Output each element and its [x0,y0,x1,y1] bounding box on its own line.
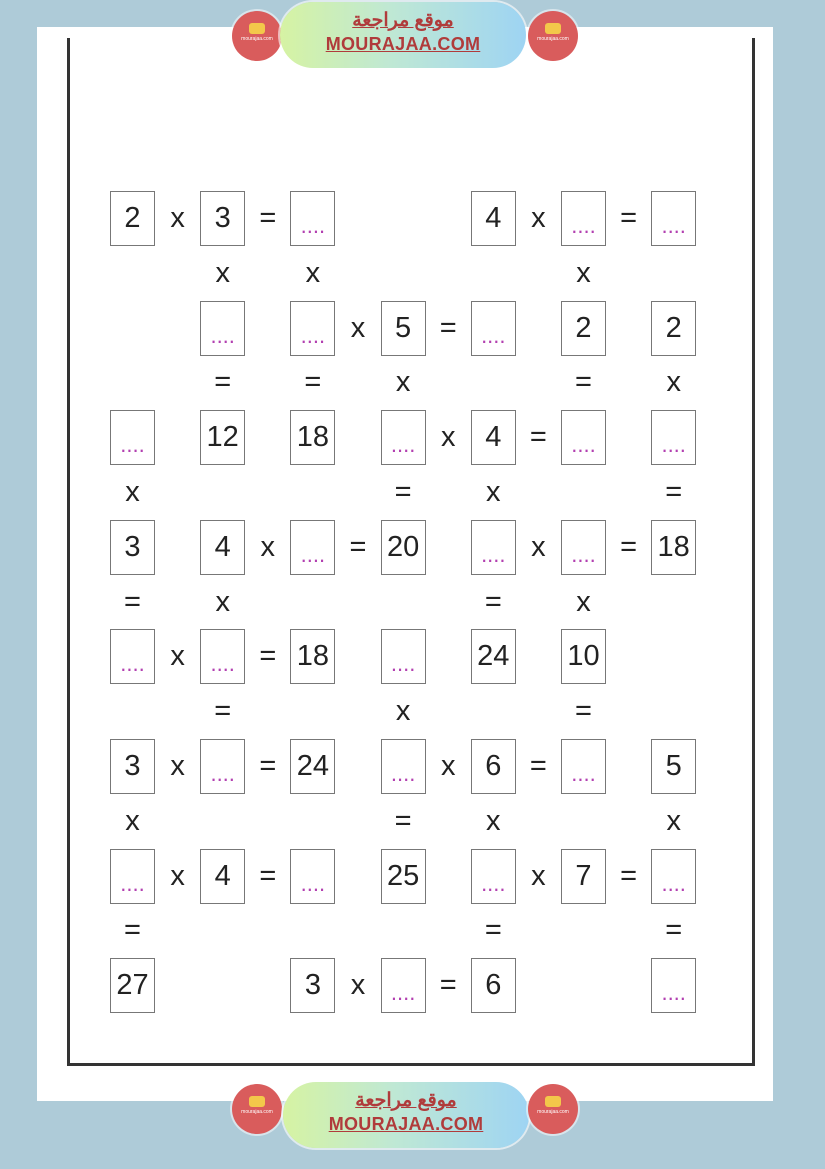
equals-sign: = [665,914,683,947]
equals-sign: = [529,750,547,782]
equals-sign: = [439,969,457,1002]
number-cell: 4 [471,410,516,465]
multiply-sign: x [260,530,276,563]
number-cell: 25 [381,849,426,904]
multiply-sign: x [305,256,321,289]
number-cell: 3 [110,739,155,794]
answer-blank[interactable]: .... [381,629,426,684]
number-cell: 24 [290,739,335,794]
banner-domain-text: MOURAJAA.COM [325,34,481,54]
number-cell: 3 [290,958,335,1013]
number-cell: 6 [471,739,516,794]
answer-blank[interactable]: .... [200,629,245,684]
equals-sign: = [349,530,367,563]
multiply-sign: x [170,640,185,673]
banner-domain-text: MOURAJAA.COM [328,1114,484,1134]
logo-text: mourajaa.com [241,1109,273,1115]
banner-arabic-text: موقع مراجعة [355,1090,457,1111]
multiply-sign: x [666,804,681,837]
answer-blank[interactable]: .... [381,739,426,794]
number-cell: 27 [110,958,155,1013]
equals-sign: = [124,585,141,618]
multiply-sign: x [350,311,366,344]
equals-sign: = [259,202,277,234]
equals-sign: = [665,476,683,508]
multiply-sign: x [576,585,591,618]
equals-sign: = [620,859,638,892]
answer-blank[interactable]: .... [651,958,696,1013]
number-cell: 2 [651,301,696,356]
answer-blank[interactable]: .... [561,191,606,246]
number-cell: 12 [200,410,245,465]
equals-sign: = [575,695,592,728]
multiply-sign: x [666,366,681,399]
equals-sign: = [620,530,638,563]
multiply-sign: x [125,476,140,508]
answer-blank[interactable]: .... [651,191,696,246]
number-cell: 20 [381,520,426,575]
equals-sign: = [259,859,277,892]
multiply-sign: x [350,969,366,1002]
equals-sign: = [575,366,592,399]
multiply-sign: x [531,859,546,892]
answer-blank[interactable]: .... [471,849,516,904]
number-cell: 10 [561,629,606,684]
answer-blank[interactable]: .... [381,410,426,465]
multiply-sign: x [531,202,546,234]
answer-blank[interactable]: .... [290,849,335,904]
multiply-sign: x [215,256,230,289]
multiply-sign: x [395,366,411,399]
multiply-sign: x [576,256,591,289]
answer-blank[interactable]: .... [200,301,245,356]
multiply-sign: x [440,750,456,782]
multiply-sign: x [440,421,456,454]
number-cell: 18 [290,410,335,465]
logo-text: mourajaa.com [537,36,569,42]
number-cell: 5 [651,739,696,794]
number-cell: 18 [651,520,696,575]
multiply-sign: x [486,804,501,837]
logo-text: mourajaa.com [537,1109,569,1115]
multiply-sign: x [215,585,230,618]
answer-blank[interactable]: .... [110,629,155,684]
equals-sign: = [394,476,412,508]
answer-blank[interactable]: .... [290,301,335,356]
equals-sign: = [439,311,457,344]
number-cell: 4 [200,849,245,904]
equals-sign: = [484,914,502,947]
number-cell: 7 [561,849,606,904]
answer-blank[interactable]: .... [200,739,245,794]
equals-sign: = [214,695,232,728]
equals-sign: = [259,640,277,673]
answer-blank[interactable]: .... [110,849,155,904]
equals-sign: = [124,914,141,947]
multiply-sign: x [170,202,185,234]
equals-sign: = [529,421,547,454]
equals-sign: = [394,804,412,837]
number-cell: 5 [381,301,426,356]
equals-sign: = [620,202,638,234]
multiply-sign: x [170,750,185,782]
answer-blank[interactable]: .... [561,410,606,465]
number-cell: 3 [110,520,155,575]
number-cell: 4 [200,520,245,575]
number-cell: 6 [471,958,516,1013]
answer-blank[interactable]: .... [381,958,426,1013]
number-cell: 4 [471,191,516,246]
number-cell: 18 [290,629,335,684]
answer-blank[interactable]: .... [471,520,516,575]
banner-arabic-text: موقع مراجعة [352,10,454,31]
answer-blank[interactable]: .... [110,410,155,465]
multiply-sign: x [125,804,140,837]
number-cell: 24 [471,629,516,684]
answer-blank[interactable]: .... [471,301,516,356]
logo-text: mourajaa.com [241,36,273,42]
number-cell: 2 [110,191,155,246]
number-cell: 3 [200,191,245,246]
answer-blank[interactable]: .... [561,520,606,575]
multiply-sign: x [486,476,501,508]
equals-sign: = [259,750,277,782]
answer-blank[interactable]: .... [651,849,696,904]
answer-blank[interactable]: .... [651,410,696,465]
equals-sign: = [304,366,322,399]
number-cell: 2 [561,301,606,356]
answer-blank[interactable]: .... [290,191,335,246]
equals-sign: = [214,366,232,399]
answer-blank[interactable]: .... [561,739,606,794]
multiply-sign: x [395,695,411,728]
answer-blank[interactable]: .... [290,520,335,575]
multiply-sign: x [531,530,546,563]
equals-sign: = [484,585,502,618]
multiply-sign: x [170,859,185,892]
